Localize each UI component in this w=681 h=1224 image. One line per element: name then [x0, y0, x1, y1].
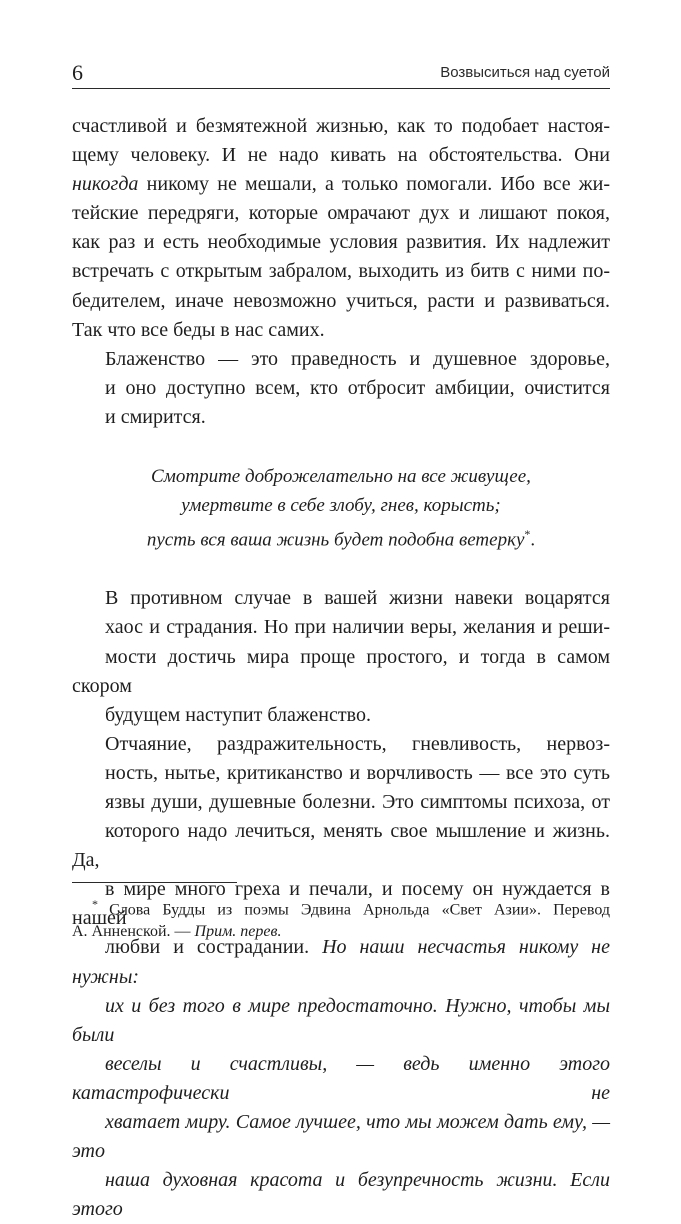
paragraph	[72, 584, 610, 729]
text-run: и оно доступно всем, кто отбросит амбиции, очистится	[105, 376, 610, 399]
verse-end-punct: .	[530, 529, 536, 551]
italic-text: веселы и счастливы, — ведь именно этого катастрофически не	[72, 1052, 610, 1104]
verse-line-text: пусть вся ваша жизнь будет подобна ветерку	[146, 529, 525, 551]
text-run: будущем наступит блаженство.	[105, 703, 371, 726]
text-line	[72, 643, 610, 701]
text-run: Слова Будды из поэмы Эдвина Арнольда «Свет Азии». Перевод	[109, 901, 611, 919]
main-text	[72, 112, 610, 1224]
text-run: щему человеку. И не надо кивать на обстоятельства. Они	[72, 144, 610, 167]
footnote-marker: *	[524, 527, 531, 542]
paragraphs-before-verse	[72, 112, 610, 432]
italic-text: хватает миру. Самое лучшее, что мы можем дать ему, — это	[72, 1111, 610, 1163]
text-line	[72, 257, 610, 286]
footnote	[72, 893, 610, 943]
text-line	[72, 345, 610, 374]
text-run: ность, нытье, критиканство и ворчливость — все это суть	[105, 761, 610, 784]
text-line	[72, 1050, 610, 1108]
text-run: бедителем, иначе невозможно учиться, расти и развиваться.	[72, 289, 610, 312]
text-run: Так что все беды в нас самих.	[72, 318, 325, 341]
italic-text: наша духовная красота и безупречность жизни. Если этого	[72, 1169, 610, 1221]
text-run: тейские передряги, которые омрачают дух и лишают покоя,	[72, 202, 610, 225]
text-line	[72, 228, 610, 257]
text-run: мости достичь мира проще простого, и тогда в самом скором	[72, 645, 610, 697]
italic-text: Но наши несчастья никому не нужны:	[72, 936, 610, 988]
text-run: счастливой и безмятежной жизнью, как то подобает настоя-	[72, 115, 610, 137]
footnote-line	[72, 921, 610, 943]
text-line	[72, 788, 610, 817]
text-run: Блаженство — это праведность и душевное здоровье,	[105, 347, 610, 370]
text-run: и смирится.	[105, 405, 206, 428]
text-line	[72, 287, 610, 316]
verse-line: Смотрите доброжелательно на все живущее,	[151, 466, 531, 488]
footnote-line	[72, 893, 610, 921]
text-line	[72, 1108, 610, 1166]
text-run: В противном случае в вашей жизни навеки воцарятся	[105, 587, 610, 610]
text-run: А. Анненской. —	[72, 923, 195, 941]
text-run: никому не мешали, а только помогали. Ибо все жи-	[138, 173, 610, 196]
paragraph	[72, 345, 610, 432]
text-line	[72, 730, 610, 759]
text-line	[72, 584, 610, 613]
footnote-divider	[72, 882, 237, 883]
text-line	[72, 701, 610, 730]
text-line	[72, 170, 610, 199]
text-run: как раз и есть необходимые условия развития. Их надлежит	[72, 231, 610, 254]
paragraph	[72, 730, 610, 1224]
text-line	[72, 374, 610, 403]
text-run: любви и сострадании.	[105, 936, 323, 959]
running-title: Возвыситься над суетой	[440, 64, 610, 81]
text-line	[72, 112, 610, 141]
verse-line: умертвите в себе злобу, гнев, корысть;	[181, 495, 501, 517]
text-line	[72, 992, 610, 1050]
text-run: язвы души, душевные болезни. Это симптомы психоза, от	[105, 791, 610, 814]
text-run: в мире много греха и печали, и посему он нуждается в нашей	[72, 878, 610, 930]
text-run: Отчаяние, раздражительность, гневливость, нервоз-	[105, 732, 610, 755]
text-run: встречать с открытым забралом, выходить из битв с ними по-	[72, 260, 610, 283]
page-header	[72, 58, 610, 89]
verse-quote	[72, 462, 610, 554]
text-line	[72, 817, 610, 875]
page-number: 6	[72, 60, 83, 85]
text-run: которого надо лечиться, менять свое мышление и жизнь. Да,	[72, 820, 610, 872]
text-line	[72, 613, 610, 642]
text-line	[72, 141, 610, 170]
text-line	[72, 316, 610, 345]
italic-text: никогда	[72, 173, 139, 196]
text-line	[72, 199, 610, 228]
italic-text: их и без того в мире предостаточно. Нужно, чтобы мы были	[72, 994, 610, 1046]
text-run: хаос и страдания. Но при наличии веры, желания и реши-	[105, 616, 610, 639]
italic-text: Прим. перев.	[194, 923, 282, 941]
paragraph	[72, 112, 610, 345]
text-line	[72, 1166, 610, 1224]
verse-line	[72, 520, 610, 554]
text-line	[72, 759, 610, 788]
footnote-marker: *	[92, 897, 110, 911]
text-line	[72, 403, 610, 432]
